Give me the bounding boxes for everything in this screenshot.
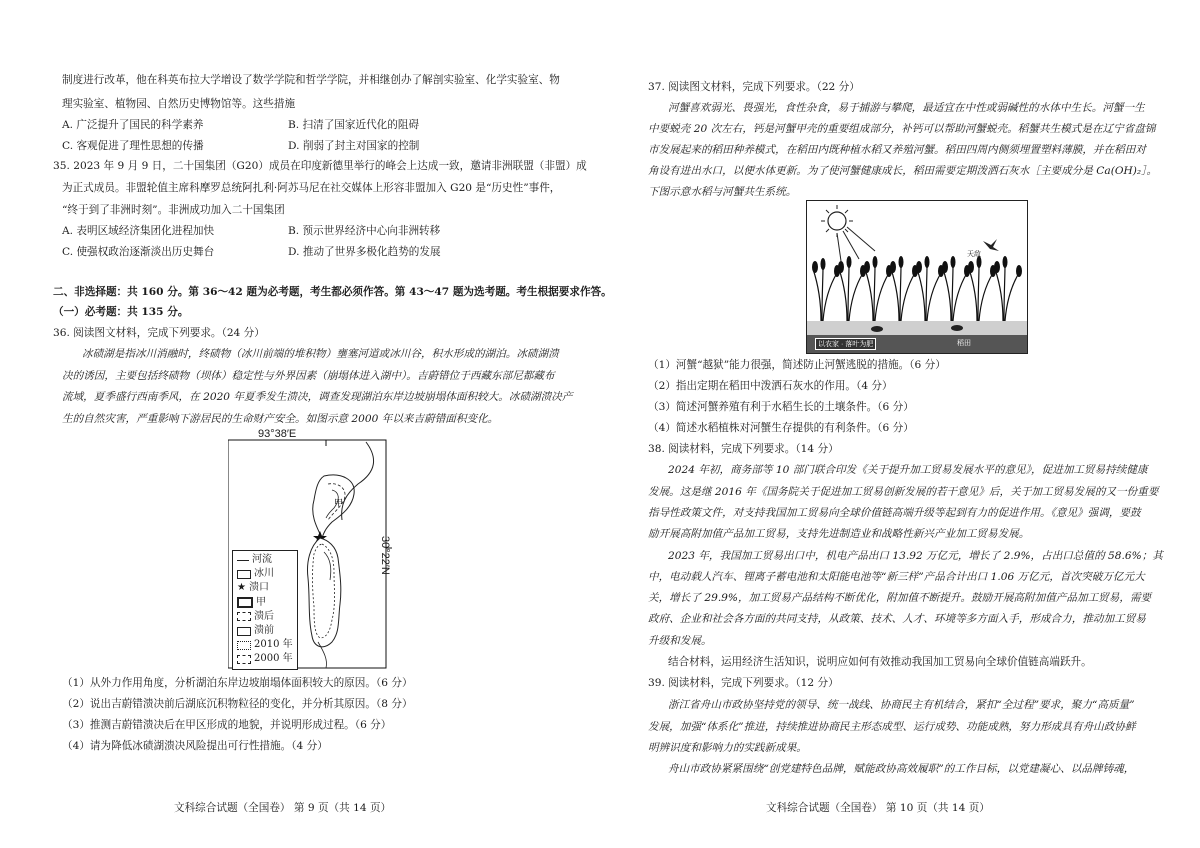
question-38-body: 励开展高附加值产品加工贸易，支持先进制造业和战略性新兴产业加工贸易发展。 [648,528,1030,540]
lake-map-figure [228,428,464,670]
text-line: 制度进行改革，他在科英布拉大学增设了数学学院和哲学学院，并相继创办了解剖实验室、化学实验室、物 [62,74,560,86]
section-subtitle: （一）必考题：共 135 分。 [53,306,189,318]
option-d: D. 削弱了封主对国家的控制 [288,140,420,152]
question-36-body: 冰碛湖是指冰川消融时，终碛物（冰川前端的堆积物）壅塞河道或冰川谷，积水形成的湖泊。冰碛湖溃 [82,348,559,360]
question-35-text: “终于到了非洲时刻”。非洲成功加入二十国集团 [62,204,285,216]
question-37-body: 河蟹喜欢弱光、畏强光，食性杂食，易于捕游与攀爬，最适宜在中性或弱碱性的水体中生长。河蟹一生 [668,102,1145,114]
legend-item-glacier: 冰川 [237,567,293,581]
question-39-body: 舟山市政协紧紧围绕“创党建特色品牌，赋能政协高效履职”的工作目标，以党建凝心、以品牌铸魂， [668,763,1135,775]
question-37-body: 角设有进出水口，以便水体更新。为了使河蟹健康成长，稻田需要定期泼洒石灰水［主要成分是 Ca(OH)₂］。 [648,165,1158,177]
legend-item-2000: 2000 年 [237,652,293,666]
legend-item-jia: 甲 [237,596,293,610]
question-38-body: 中，电动载人汽车、锂离子蓄电池和太阳能电池等“新三样”产品合计出口 1.06 万亿元，首次突破万亿元大 [648,571,1145,583]
question-39-body: 浙江省舟山市政协坚持党的领导、统一战线、协商民主有机结合，紧扣“全过程”要求，聚力“高质量” [668,699,1135,711]
question-38-prompt: 结合材料，运用经济生活知识，说明应如何有效推动我国加工贸易向全球价值链高端跃升。 [668,656,1092,668]
sun-icon [828,212,846,230]
question-38-body: 发展。这是继 2016 年《国务院关于促进加工贸易创新发展的若干意见》后，关于加工贸易发展的又一份重要 [648,486,1159,498]
page-footer: 文科综合试题（全国卷） 第 10 页（共 14 页） [766,802,990,814]
text-line: 理实验室、植物园、自然历史博物馆等。这些措施 [62,98,296,110]
question-36-body: 生的自然灾害，严重影响下游居民的生命财产安全。如图示意 2000 年以来吉蔚错面积变化。 [62,413,499,425]
question-38-body: 政府、企业和社会各方面的共同支持，从政策、技术、人才、环境等多方面入手，形成合力，推动加工贸易 [648,613,1146,625]
question-37-body: 市发展起来的稻田种养模式，在稻田内既种植水稻又养殖河蟹。稻田四周内侧须埋置塑料薄膜，并在稻田对 [648,144,1146,156]
question-36-sub: （4）请为降低冰碛湖溃决风险提出可行性措施。（4 分） [62,740,328,752]
legend-item-river: 河流 [237,553,293,567]
question-38-title: 38. 阅读材料，完成下列要求。（14 分） [648,443,839,455]
question-37-sub: （4）简述水稻植株对河蟹生存提供的有利条件。（6 分） [648,422,914,434]
question-38-body: 2024 年初，商务部等 10 部门联合印发《关于提升加工贸易发展水平的意见》，促进加工贸易持续健康 [668,464,1148,476]
question-36-sub: （1）从外力作用角度，分析湖泊东岸边坡崩塌体面积较大的原因。（6 分） [62,677,413,689]
question-36-sub: （2）说出吉蔚错溃决前后湖底沉积物粒径的变化，并分析其原因。（8 分） [62,698,413,710]
question-36-title: 36. 阅读图文材料，完成下列要求。（24 分） [53,327,265,339]
region-jia-label: 甲 [334,499,344,509]
soil-label-right: 稻田 [957,340,971,347]
question-35-text: 为正式成员。非盟轮值主席科摩罗总统阿扎利·阿苏马尼在社交媒体上形容非盟加入 G20 是“历史性”事件， [62,182,561,194]
question-36-sub: （3）推测吉蔚错溃决后在甲区形成的地貌，并说明形成过程。（6 分） [62,719,392,731]
option-d: D. 推动了世界多极化趋势的发展 [288,246,441,258]
question-39-title: 39. 阅读材料，完成下列要求。（12 分） [648,677,839,689]
question-37-sub: （2）指出定期在稻田中泼洒石灰水的作用。（4 分） [648,380,893,392]
section-title: 二、非选择题：共 160 分。第 36～42 题为必考题，考生都必须作答。第 43～47 题为选考题。考生根据要求作答。 [53,286,612,298]
option-a: A. 表明区域经济集团化进程加快 [62,225,215,237]
question-38-body: 升级和发展。 [648,635,712,647]
option-c: C. 客观促进了理性思想的传播 [62,140,204,152]
rice-crab-figure [806,200,1028,354]
question-39-body: 发展，加强“体系化”推进，持续推进协商民主形态成型、运行成势、功能成熟，努力形成具有舟山政协鲜 [648,721,1136,733]
map-legend [232,550,298,670]
question-38-body: 指导性政策文件，对支持我国加工贸易向全球价值链高端升级等起到有力的促进作用。《意见》强调，要鼓 [648,507,1141,519]
question-38-body: 2023 年，我国加工贸易出口中，机电产品出口 13.92 万亿元，增长了 2.9%，占出口总值的 58.6%；其 [668,550,1163,562]
question-37-body: 中要蜕壳 20 次左右，钙是河蟹甲壳的重要组成部分，补钙可以帮助河蟹蜕壳。稻蟹共生模式是在辽宁省盘锦 [648,123,1156,135]
question-39-body: 明辨识度和影响力的实践新成果。 [648,742,807,754]
bird-label: 天敌 [967,251,981,258]
option-b: B. 扫清了国家近代化的阻碍 [288,119,420,131]
option-a: A. 广泛提升了国民的科学素养 [62,119,204,131]
question-37-sub: （1）河蟹“越狱”能力很强，简述防止河蟹逃脱的措施。（6 分） [648,359,946,371]
question-37-title: 37. 阅读图文材料，完成下列要求。（22 分） [648,81,860,93]
legend-item-before: 溃前 [237,624,293,638]
page-footer: 文科综合试题（全国卷） 第 9 页（共 14 页） [174,802,392,814]
rice-crab-illustration [807,201,1027,353]
soil-label-left: 以农家 · 落叶为肥 [815,338,876,350]
question-36-body: 流域，夏季盛行西南季风，在 2020 年夏季发生溃决，调查发现湖泊东岸边坡崩塌体面积较大。冰碛湖溃决产 [62,391,573,403]
crab-icon [951,325,963,331]
question-35-text: 35. 2023 年 9 月 9 日，二十国集团（G20）成员在印度新德里举行的峰会上达成一致，邀请非洲联盟（非盟）成 [53,160,587,172]
legend-item-2010: 2010 年 [237,638,293,652]
question-37-sub: （3）简述河蟹养殖有利于水稻生长的土壤条件。（6 分） [648,401,914,413]
question-37-body: 下图示意水稻与河蟹共生系统。 [648,186,797,198]
bird-icon [983,239,999,251]
option-c: C. 使强权政治逐渐淡出历史舞台 [62,246,215,258]
legend-item-breach: ★ 溃口 [237,581,293,595]
star-icon: ★ [237,582,246,594]
longitude-label: 93°38′E [258,428,297,440]
latitude-label: 30°22′N [379,536,391,575]
question-38-body: 关，增长了 29.9%，加工贸易产品结构不断优化，附加值不断提升。鼓励开展高附加值产品加工贸易，需要 [648,592,1152,604]
option-b: B. 预示世界经济中心向非洲转移 [288,225,441,237]
question-36-body: 决的诱因，主要包括终碛物（坝体）稳定性与外界因素（崩塌体进入湖中）。吉蔚错位于西藏东部尼都藏布 [62,370,555,382]
crab-icon [871,326,883,332]
legend-item-after: 溃后 [237,610,293,624]
